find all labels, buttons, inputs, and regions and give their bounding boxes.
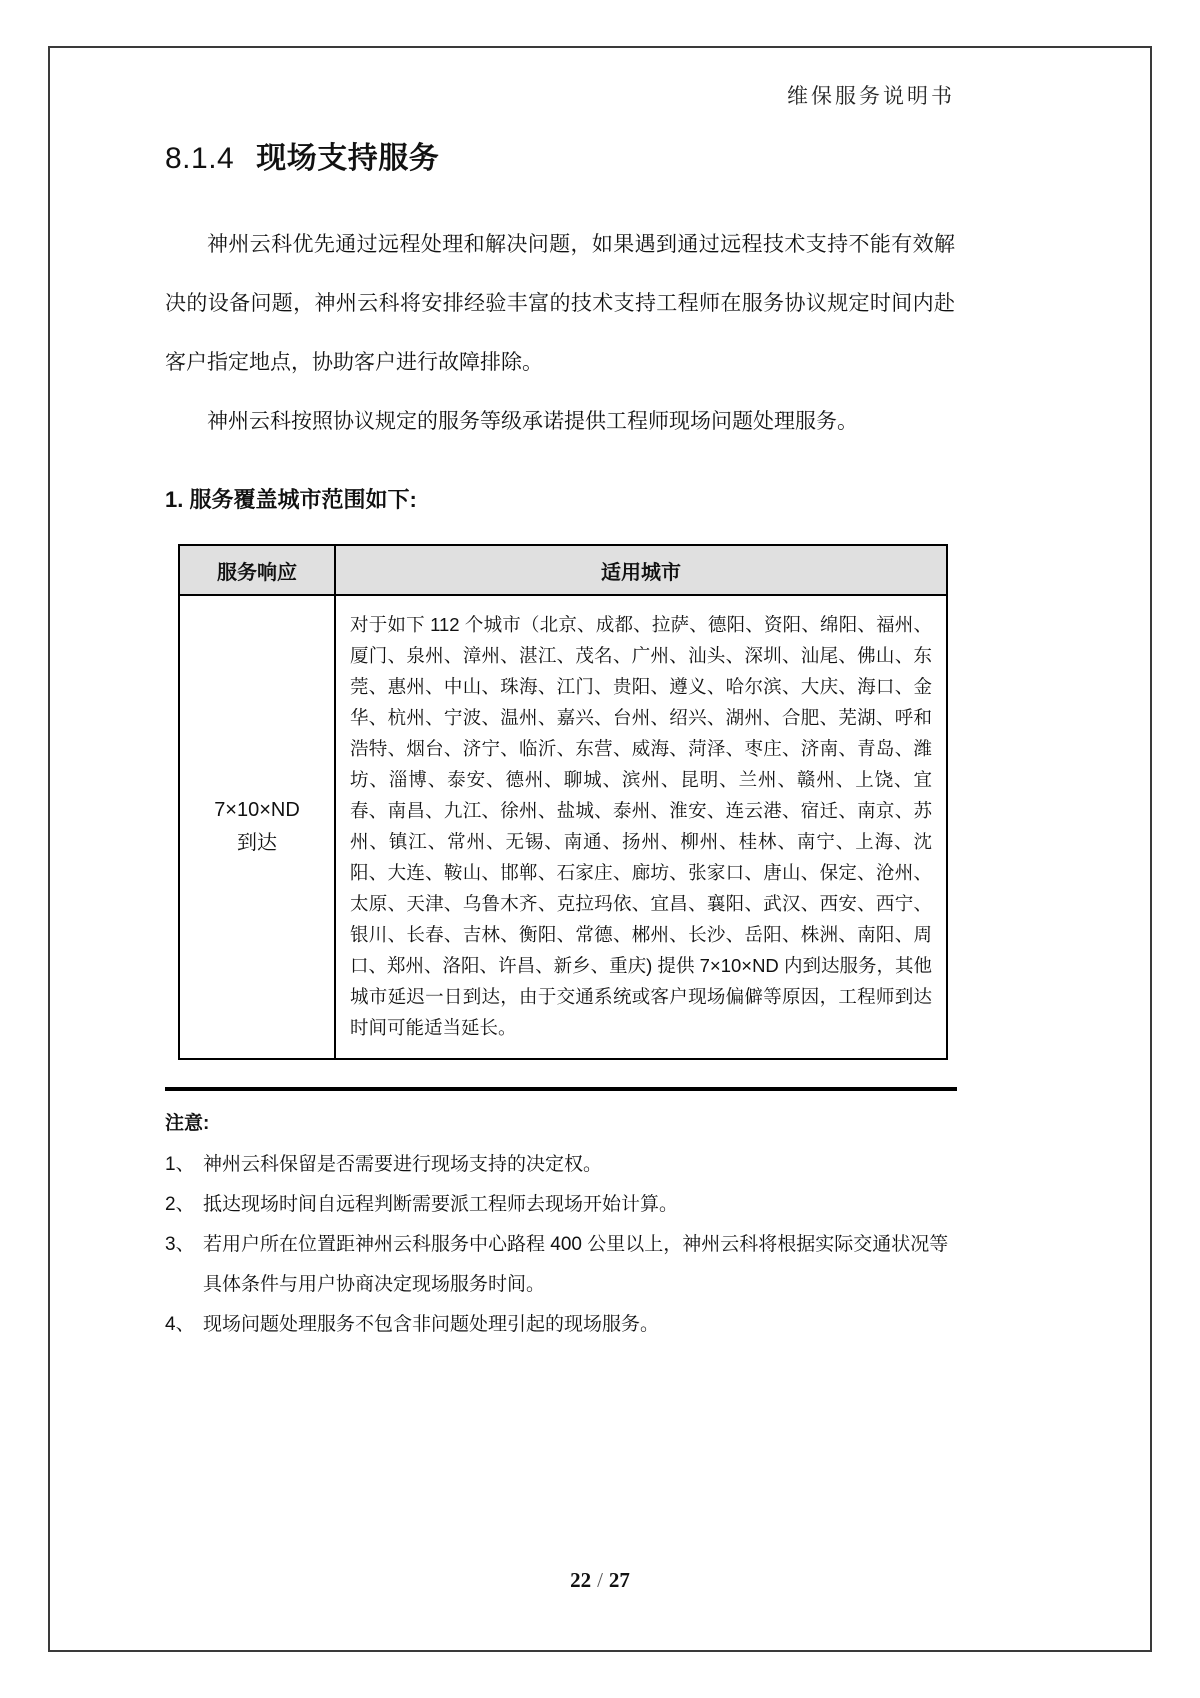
section-heading bbox=[165, 133, 955, 177]
service-response-arrival: 到达 bbox=[237, 832, 277, 854]
page-content bbox=[165, 133, 955, 1345]
note-text: 抵达现场时间自远程判断需要派工程师去现场开始计算。 bbox=[203, 1194, 679, 1215]
service-coverage-table bbox=[178, 544, 948, 1060]
current-page-number: 22 bbox=[570, 1568, 592, 1592]
paragraph-remote-first: 神州云科优先通过远程处理和解决问题，如果遇到通过远程技术支持不能有效解决的设备问题，神州云科将安排经验丰富的技术支持工程师在服务协议规定时间内赴客户指定地点，协助客户进行故障排除。 bbox=[165, 233, 955, 374]
page-number-footer bbox=[0, 1568, 1200, 1593]
note-text: 若用户所在位置距神州云科服务中心路程 400 公里以上，神州云科将根据实际交通状况等具体条件与用户协商决定现场服务时间。 bbox=[203, 1234, 949, 1295]
note-text: 神州云科保留是否需要进行现场支持的决定权。 bbox=[203, 1154, 603, 1175]
note-number: 1、 bbox=[165, 1154, 195, 1175]
page-number-separator: / bbox=[597, 1568, 603, 1592]
notes-label: 注意: bbox=[165, 1113, 210, 1134]
notes-divider bbox=[165, 1087, 957, 1091]
note-text: 现场问题处理服务不包含非问题处理引起的现场服务。 bbox=[203, 1314, 660, 1335]
column-header-service-response: 服务响应 bbox=[179, 545, 335, 595]
table-header-row bbox=[179, 545, 947, 595]
applicable-cities-cell: 对于如下 112 个城市（北京、成都、拉萨、德阳、资阳、绵阳、福州、厦门、泉州、漳州、湛江、茂名、广州、汕头、深圳、汕尾、佛山、东莞、惠州、中山、珠海、江门、贵阳、遵义、哈尔滨、大庆、海口、金华、杭州、宁波、温州、嘉兴、台州、绍兴、湖州、合肥、芜湖、呼和浩特、烟台、济宁、临沂、东营、威海、菏泽、枣庄、济南、青岛、潍坊、淄博、泰安、德州、聊城、滨州、昆明、兰州、赣州、上饶、宜春、南昌、九江、徐州、盐城、泰州、淮安、连云港、宿迁、南京、苏州、镇江、常州、无锡、南通、扬州、柳州、桂林、南宁、上海、沈阳、大连、鞍山、邯郸、石家庄、廊坊、张家口、唐山、保定、沧州、太原、天津、乌鲁木齐、克拉玛依、宜昌、襄阳、武汉、西安、西宁、银川、长春、吉林、衡阳、常德、郴州、长沙、岳阳、株洲、南阳、周口、郑州、洛阳、许昌、新乡、重庆) 提供 7×10×ND 内到达服务，其他城市延迟一日到达，由于交通系统或客户现场偏僻等原因，工程师到达时间可能适当延长。 bbox=[335, 595, 947, 1059]
column-header-applicable-cities: 适用城市 bbox=[335, 545, 947, 595]
note-item-4 bbox=[165, 1305, 955, 1345]
note-item-3 bbox=[165, 1225, 955, 1305]
section-title: 现场支持服务 bbox=[256, 142, 440, 175]
note-number: 2、 bbox=[165, 1194, 195, 1215]
service-response-cell bbox=[179, 595, 335, 1059]
note-number: 3、 bbox=[165, 1234, 195, 1255]
paragraph-sla-commitment: 神州云科按照协议规定的服务等级承诺提供工程师现场问题处理服务。 bbox=[207, 410, 858, 433]
document-header-title: 维保服务说明书 bbox=[787, 84, 955, 108]
note-item-2 bbox=[165, 1185, 955, 1225]
note-number: 4、 bbox=[165, 1314, 195, 1335]
table-row bbox=[179, 595, 947, 1059]
section-number: 8.1.4 bbox=[165, 142, 235, 175]
coverage-list-heading: 1. 服务覆盖城市范围如下: bbox=[165, 487, 417, 512]
note-item-1 bbox=[165, 1145, 955, 1185]
service-response-value: 7×10×ND bbox=[214, 799, 300, 821]
total-page-count: 27 bbox=[608, 1568, 630, 1592]
